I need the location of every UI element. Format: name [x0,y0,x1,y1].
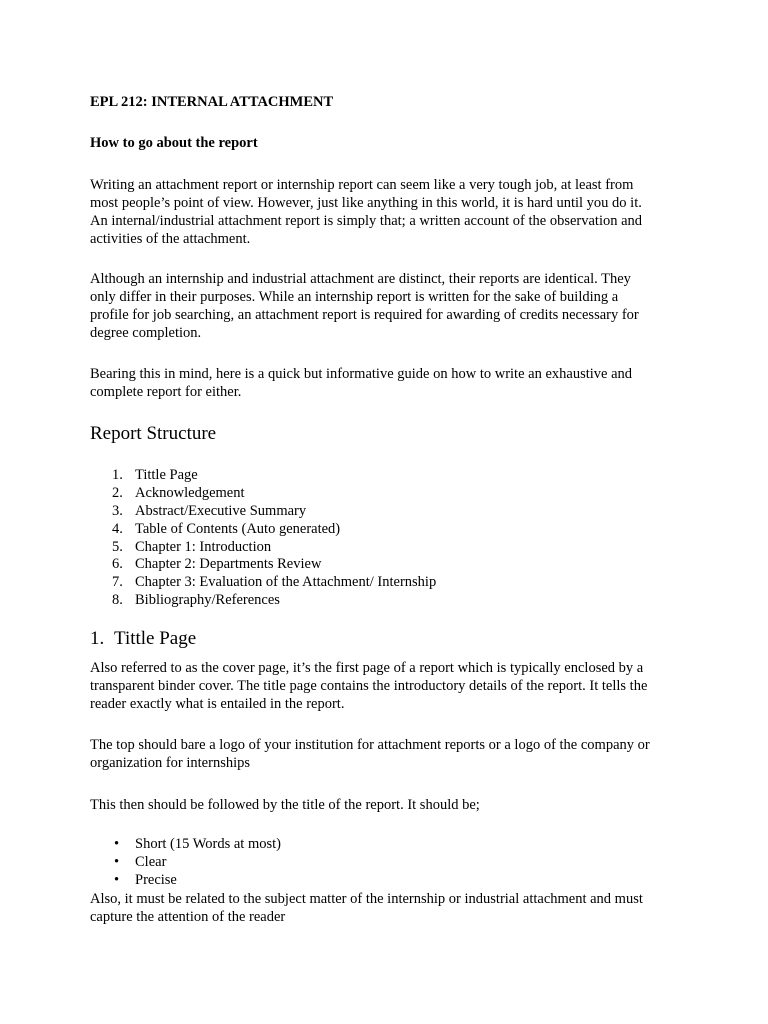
list-number: 6. [112,556,123,573]
text-line: capture the attention of the reader [90,909,286,925]
list-item-label: Chapter 2: Departments Review [135,556,322,573]
section-subtitle: How to go about the report [90,135,258,151]
list-item [90,503,436,521]
list-item [90,467,436,485]
list-item [90,556,436,574]
list-item-label: Chapter 1: Introduction [135,538,272,555]
list-item-label: Table of Contents (Auto generated) [135,520,341,537]
list-number: 7. [112,574,123,591]
list-item [90,485,436,503]
text-line: An internal/industrial attachment report is simply that; a written account of the observation and [90,213,643,229]
text-line: Writing an attachment report or internship report can seem like a very tough job, at least from [90,177,634,193]
text-line: activities of the attachment. [90,231,251,247]
text-line: organization for internships [90,755,251,771]
list-item [90,539,436,557]
text-line: degree completion. [90,325,202,341]
tittle-page-paragraph-3: This then should be followed by the title of the report. It should be; [90,797,480,813]
text-line: The top should bare a logo of your institution for attachment reports or a logo of the company or [90,737,650,753]
intro-paragraph-1 [90,176,680,248]
list-item [90,521,436,539]
list-number: 4. [112,520,123,537]
text-line: most people’s point of view. However, just like anything in this world, it is hard until you do it. [90,195,642,211]
list-item [90,872,281,890]
list-number: 5. [112,538,123,555]
report-structure-heading: Report Structure [90,423,217,444]
list-number: 1. [112,467,123,483]
text-line: profile for job searching, an attachment report is required for awarding of credits necessary for [90,307,639,323]
heading-label: Tittle Page [114,628,197,649]
list-item [90,574,436,592]
tittle-page-heading [90,627,196,651]
list-item-label: Short (15 Words at most) [135,836,281,852]
tittle-page-paragraph-1 [90,659,680,713]
intro-paragraph-3 [90,365,680,401]
bullet-icon: • [114,871,120,888]
text-line: only differ in their purposes. While an internship report is written for the sake of building a [90,289,619,305]
list-item-label: Chapter 3: Evaluation of the Attachment/ Internship [135,574,437,591]
heading-number: 1. [90,628,105,649]
list-item-label: Acknowledgement [135,484,245,501]
list-item-label: Abstract/Executive Summary [135,502,307,519]
tittle-page-paragraph-4 [90,890,680,926]
document-title: EPL 212: INTERNAL ATTACHMENT [90,94,334,110]
list-item [90,854,281,872]
list-item-label: Clear [135,853,167,870]
bullet-icon: • [114,836,120,852]
list-item [90,836,281,854]
tittle-page-paragraph-2 [90,736,680,772]
list-number: 8. [112,592,123,609]
list-item-label: Bibliography/References [135,592,280,609]
text-line: reader exactly what is entailed in the report. [90,696,345,712]
list-number: 2. [112,484,123,501]
bullet-icon: • [114,853,120,870]
intro-paragraph-2 [90,270,680,342]
text-line: transparent binder cover. The title page contains the introductory details of the report. It tells the [90,678,648,694]
list-item-label: Tittle Page [135,467,198,483]
report-structure-list [90,467,436,610]
list-item [90,592,436,610]
text-line: Bearing this in mind, here is a quick but informative guide on how to write an exhaustive and [90,366,633,382]
text-line: Also, it must be related to the subject matter of the internship or industrial attachment and must [90,891,643,907]
list-number: 3. [112,502,123,519]
text-line: Also referred to as the cover page, it’s the first page of a report which is typically enclosed by a [90,660,644,676]
text-line: complete report for either. [90,384,242,400]
list-item-label: Precise [135,871,177,888]
text-line: Although an internship and industrial attachment are distinct, their reports are identical. They [90,271,631,287]
title-criteria-list [90,836,281,890]
